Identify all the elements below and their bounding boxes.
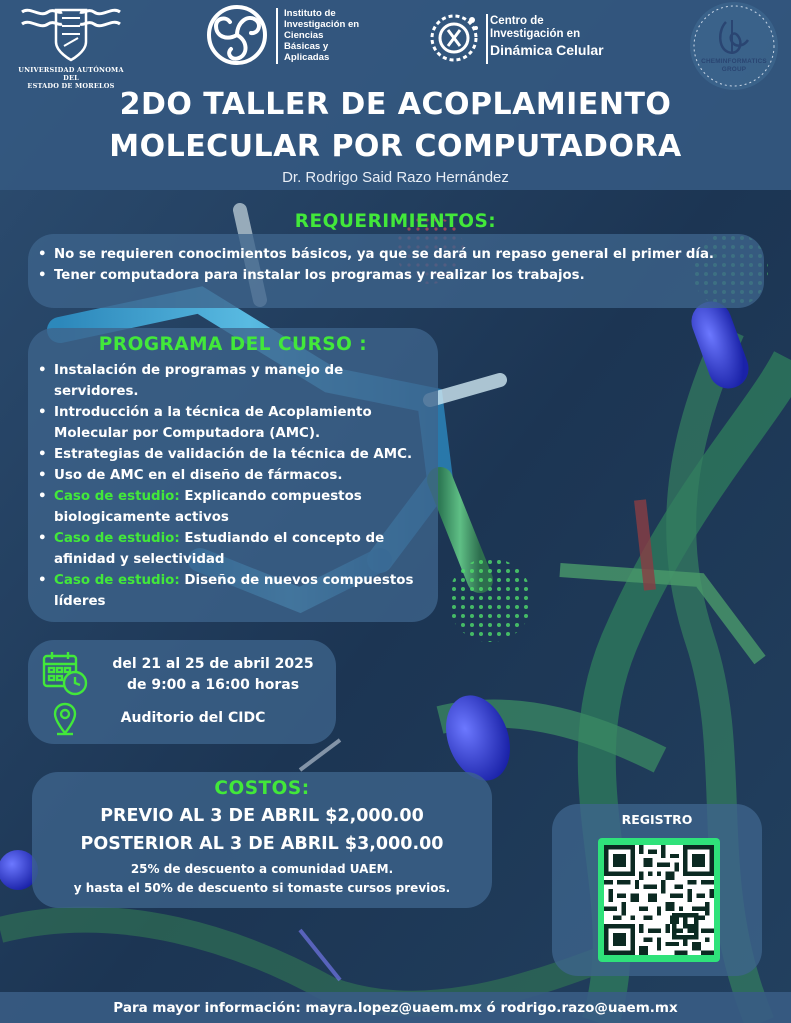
iicba-line2: Investigación en bbox=[284, 19, 360, 30]
requirement-item: • Tener computadora para instalar los programas y realizar los trabajos. bbox=[34, 265, 760, 286]
costs-title: COSTOS: bbox=[214, 778, 310, 799]
case-label: Caso de estudio: bbox=[54, 531, 180, 546]
program-item: • Introducción a la técnica de Acoplamiento Molecular por Computadora (AMC). bbox=[34, 402, 432, 444]
event-dates bbox=[98, 654, 328, 696]
iicba-line1: Instituto de bbox=[284, 8, 336, 19]
uaem-name-line1: UNIVERSIDAD AUTÓNOMA DEL bbox=[18, 66, 124, 82]
case-label: Caso de estudio: bbox=[54, 573, 180, 588]
iicba-line3: Ciencias bbox=[284, 30, 324, 41]
event-date-range: del 21 al 25 de abril 2025 bbox=[112, 656, 314, 672]
program-list bbox=[34, 360, 432, 612]
presenter-name: Dr. Rodrigo Said Razo Hernández bbox=[282, 169, 509, 186]
map-pin-icon bbox=[52, 702, 78, 736]
program-title: PROGRAMA DEL CURSO : bbox=[98, 334, 368, 355]
footer-bar bbox=[0, 992, 791, 1023]
program-item: • Instalación de programas y manejo de servidores. bbox=[34, 360, 432, 402]
event-location: Auditorio del CIDC bbox=[120, 710, 266, 726]
registration-panel bbox=[552, 804, 762, 976]
uaem-crest-icon bbox=[18, 4, 124, 64]
iicba-line4: Básicas y bbox=[284, 41, 329, 52]
title-line2: MOLECULAR POR COMPUTADORA bbox=[109, 129, 682, 164]
header-banner bbox=[0, 0, 791, 190]
uaem-logo bbox=[10, 4, 132, 90]
qr-code-icon bbox=[604, 844, 714, 956]
cidc-line2: Investigación en bbox=[490, 28, 581, 40]
program-case-item bbox=[34, 528, 432, 570]
requirements-list bbox=[34, 244, 760, 286]
triskelion-icon bbox=[204, 2, 270, 68]
requirements-title: REQUERIMIENTOS: bbox=[294, 211, 497, 232]
title-line1: 2DO TALLER DE ACOPLAMIENTO bbox=[119, 87, 672, 122]
program-case-item bbox=[34, 486, 432, 528]
case-label: Caso de estudio: bbox=[54, 489, 180, 504]
event-hours: de 9:00 a 16:00 horas bbox=[126, 677, 300, 693]
program-item: • Estrategias de validación de la técnica de AMC. bbox=[34, 444, 432, 465]
cidc-line1: Centro de bbox=[490, 15, 544, 27]
case-text: Diseño de nuevos compuestos líderes bbox=[54, 573, 414, 609]
page-title bbox=[0, 84, 791, 168]
requirements-panel bbox=[28, 234, 764, 308]
program-case-item bbox=[34, 570, 432, 612]
early-price: PREVIO AL 3 DE ABRIL $2,000.00 bbox=[100, 806, 424, 826]
cheminformatics-logo bbox=[680, 0, 784, 96]
cidc-logo bbox=[428, 12, 628, 68]
cell-dynamics-icon bbox=[428, 12, 480, 64]
uaem-name-line2: ESTADO DE MORELOS bbox=[27, 82, 115, 90]
late-price: POSTERIOR AL 3 DE ABRIL $3,000.00 bbox=[80, 834, 444, 854]
case-text: Explicando compuestos biologicamente activos bbox=[54, 489, 362, 525]
cheminformatics-emblem-icon bbox=[688, 0, 780, 92]
registration-label: REGISTRO bbox=[621, 812, 693, 827]
iicba-separator bbox=[276, 8, 278, 64]
case-text: Estudiando el concepto de afinidad y selectividad bbox=[54, 531, 385, 567]
calendar-clock-icon bbox=[42, 650, 88, 696]
costs-panel bbox=[32, 772, 492, 908]
cidc-separator bbox=[486, 14, 488, 64]
chem-line1: CHEMINFORMATICS bbox=[701, 58, 767, 65]
cidc-line3: Dinámica Celular bbox=[490, 42, 604, 58]
contact-info: Para mayor información: mayra.lopez@uaem.mx ó rodrigo.razo@uaem.mx bbox=[113, 1000, 678, 1016]
chem-line2: GROUP bbox=[721, 66, 747, 73]
iicba-line5: Aplicadas bbox=[284, 52, 330, 63]
discount-note-previous: y hasta el 50% de descuento si tomaste cursos previos. bbox=[73, 881, 451, 895]
program-panel bbox=[28, 328, 438, 622]
requirement-item: • No se requieren conocimientos básicos, ya que se dará un repaso general el primer día. bbox=[34, 244, 760, 265]
program-item: • Uso de AMC en el diseño de fármacos. bbox=[34, 465, 432, 486]
iicba-logo bbox=[204, 2, 374, 72]
registration-qr[interactable] bbox=[598, 838, 720, 962]
discount-note-uaem: 25% de descuento a comunidad UAEM. bbox=[130, 862, 394, 876]
schedule-panel bbox=[28, 640, 336, 744]
